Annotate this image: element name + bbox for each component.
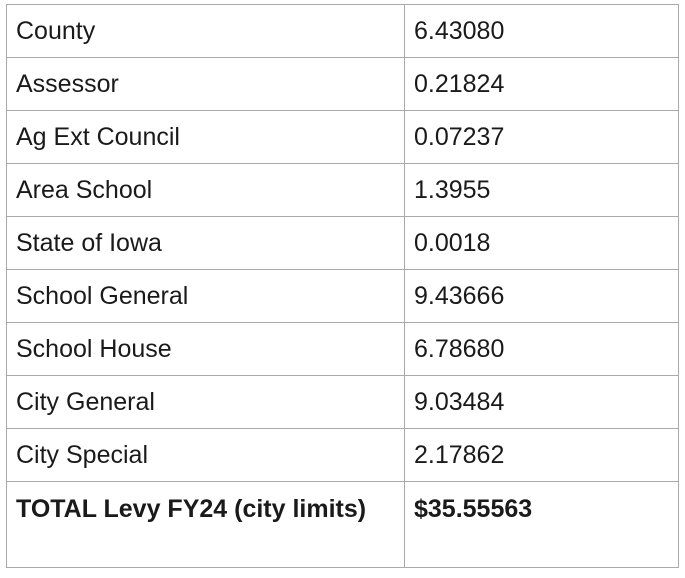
levy-name-cell: Ag Ext Council [7,111,405,164]
levy-name-cell: State of Iowa [7,217,405,270]
levy-rate-cell: 6.43080 [405,5,679,58]
levy-name-cell: School General [7,270,405,323]
table-row [7,164,679,217]
table-row [7,323,679,376]
total-row [7,482,679,568]
total-rate-cell: $35.55563 [405,482,679,568]
table-row [7,111,679,164]
levy-rate-cell: 9.03484 [405,376,679,429]
levy-name-cell: City General [7,376,405,429]
levy-rate-cell: 1.3955 [405,164,679,217]
levy-name-cell: County [7,5,405,58]
levy-name-cell: City Special [7,429,405,482]
levy-rate-cell: 0.21824 [405,58,679,111]
table-row [7,270,679,323]
levy-table [6,4,679,568]
levy-rate-cell: 6.78680 [405,323,679,376]
levy-name-cell: School House [7,323,405,376]
levy-rate-cell: 0.07237 [405,111,679,164]
levy-rate-cell: 2.17862 [405,429,679,482]
levy-name-cell: Area School [7,164,405,217]
table-row [7,217,679,270]
table-row [7,429,679,482]
table-row [7,58,679,111]
table-row [7,376,679,429]
total-label-cell: TOTAL Levy FY24 (city limits) [7,482,405,568]
table-row [7,5,679,58]
levy-rate-cell: 9.43666 [405,270,679,323]
levy-name-cell: Assessor [7,58,405,111]
levy-rate-cell: 0.0018 [405,217,679,270]
